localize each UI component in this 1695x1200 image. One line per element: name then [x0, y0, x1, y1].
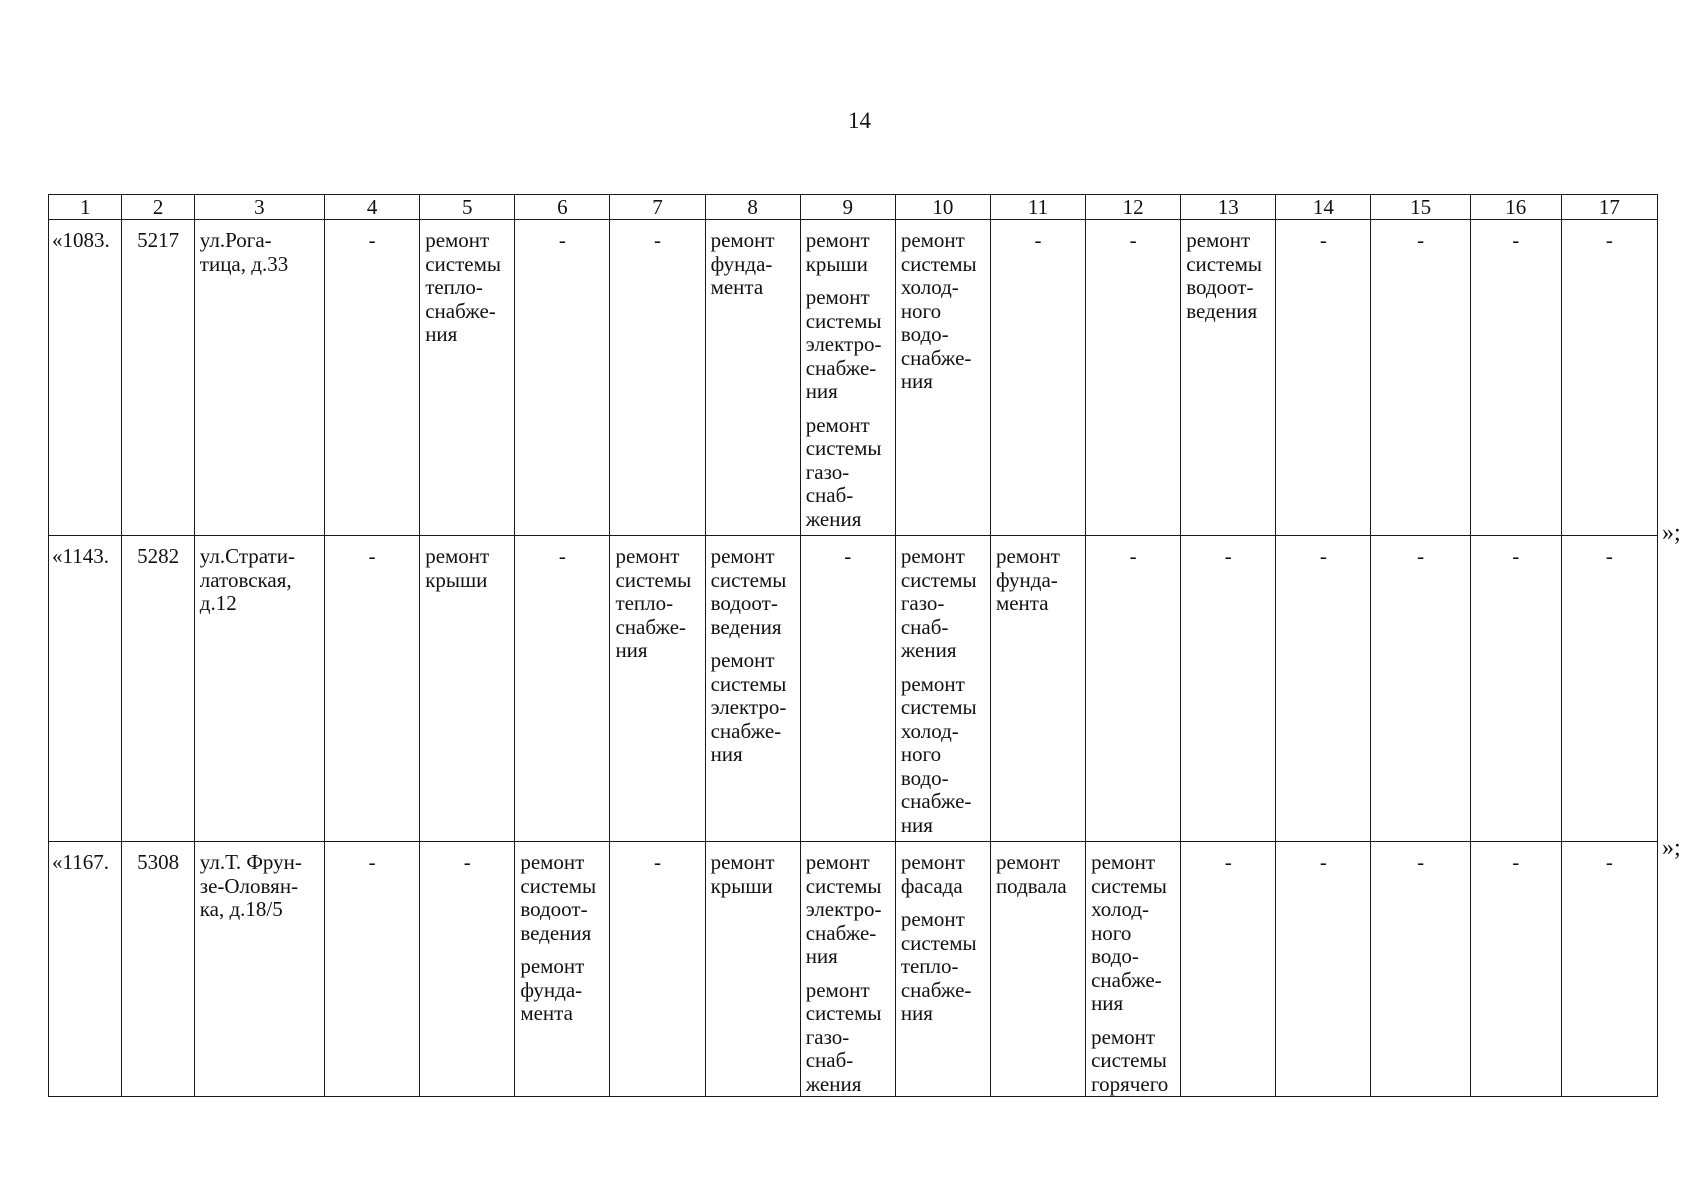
cell-entry: -: [654, 228, 661, 252]
cell-entry: ремонт крыши: [425, 544, 490, 592]
cell-entry: -: [368, 850, 376, 874]
cell-record-number: [49, 536, 122, 842]
cell-entry: ремонт подвала: [995, 850, 1067, 898]
cell-entry: -: [1319, 228, 1327, 252]
cell-col-12: [1086, 842, 1181, 1097]
cell-record-number: [49, 842, 122, 1097]
column-header-17: 17: [1561, 195, 1657, 220]
cell-entry: ремонт системы холод- ного водо- снабже- ния: [900, 228, 977, 393]
cell-entry: ремонт фасада: [900, 850, 965, 898]
column-header-6: 6: [515, 195, 610, 220]
cell-entry: «1083.: [52, 228, 110, 252]
cell-col-8: [705, 842, 800, 1097]
cell-entry: -: [1605, 544, 1613, 568]
cell-object-code: [122, 220, 194, 536]
column-header-4: 4: [325, 195, 420, 220]
cell-col-12: [1086, 536, 1181, 842]
page-number: 14: [848, 108, 871, 133]
column-header-14: 14: [1276, 195, 1371, 220]
table-row: [49, 536, 1658, 842]
cell-address: [194, 536, 324, 842]
cell-col-13: [1181, 220, 1276, 536]
cell-entry: ремонт фунда- мента: [710, 228, 775, 299]
cell-entry: -: [1224, 850, 1232, 874]
cell-col-9: [800, 536, 895, 842]
cell-entry: ремонт системы тепло- снабже- ния: [425, 228, 501, 346]
cell-col-15: [1371, 536, 1470, 842]
cell-col-14: [1276, 842, 1371, 1097]
column-header-11: 11: [990, 195, 1085, 220]
cell-entry: -: [558, 544, 566, 568]
cell-entry: -: [1319, 850, 1327, 874]
cell-col-4: [325, 220, 420, 536]
cell-entry: ремонт крыши: [710, 850, 775, 898]
cell-entry: ремонт системы водоот- ведения: [710, 544, 787, 639]
cell-entry: ремонт системы газо- снаб- жения: [805, 977, 882, 1096]
table-row: [49, 220, 1658, 536]
cell-object-code: [122, 536, 194, 842]
cell-entry: ремонт системы холод- ного водо- снабже- ния: [900, 671, 977, 837]
cell-col-13: [1181, 536, 1276, 842]
cell-col-17: [1561, 536, 1657, 842]
cell-entry: 5308: [137, 850, 180, 874]
row-end-quote: »;: [1662, 835, 1681, 861]
cell-col-4: [325, 536, 420, 842]
cell-entry: -: [1605, 850, 1613, 874]
cell-entry: ремонт системы электро- снабже- ния: [805, 850, 882, 968]
cell-entry: -: [1512, 850, 1520, 874]
cell-entry: ремонт крыши: [805, 228, 870, 276]
cell-entry: -: [368, 228, 376, 252]
cell-entry: -: [1319, 544, 1327, 568]
cell-entry: -: [463, 850, 471, 874]
cell-entry: ул.Страти- латовская, д.12: [199, 544, 295, 615]
cell-col-16: [1470, 842, 1561, 1097]
cell-entry: ул.Т. Фрун- зе-Оловян- ка, д.18/5: [199, 850, 302, 921]
column-header-13: 13: [1181, 195, 1276, 220]
cell-entry: 5282: [137, 544, 180, 568]
cell-col-16: [1470, 220, 1561, 536]
cell-col-5: [420, 220, 515, 536]
cell-entry: ремонт системы горячего: [1091, 1024, 1169, 1096]
cell-col-10: [895, 220, 990, 536]
cell-col-11: [990, 842, 1085, 1097]
cell-col-7: [610, 842, 705, 1097]
cell-entry: ремонт системы тепло- снабже- ния: [900, 907, 977, 1025]
column-header-15: 15: [1371, 195, 1470, 220]
cell-col-8: [705, 220, 800, 536]
cell-entry: -: [654, 850, 661, 874]
cell-entry: -: [1512, 228, 1520, 252]
cell-entry: -: [1034, 228, 1042, 252]
cell-col-9: [800, 842, 895, 1097]
cell-address: [194, 220, 324, 536]
cell-col-8: [705, 536, 800, 842]
cell-col-12: [1086, 220, 1181, 536]
cell-entry: «1143.: [52, 544, 109, 568]
cell-entry: -: [558, 228, 566, 252]
cell-entry: 5217: [137, 228, 180, 252]
cell-entry: -: [1417, 850, 1425, 874]
cell-entry: -: [844, 544, 852, 568]
column-header-10: 10: [895, 195, 990, 220]
cell-entry: ремонт системы электро- снабже- ния: [805, 285, 882, 403]
cell-entry: -: [1605, 228, 1613, 252]
column-header-7: 7: [610, 195, 705, 220]
cell-col-14: [1276, 536, 1371, 842]
cell-entry: ремонт системы тепло- снабже- ния: [615, 544, 692, 662]
column-header-8: 8: [705, 195, 800, 220]
cell-col-11: [990, 220, 1085, 536]
repair-schedule-table: [48, 194, 1658, 1097]
cell-col-15: [1371, 220, 1470, 536]
cell-entry: ремонт фунда- мента: [995, 544, 1060, 615]
column-header-1: 1: [49, 195, 122, 220]
cell-entry: ремонт системы водоот- ведения: [1186, 228, 1262, 323]
cell-col-17: [1561, 220, 1657, 536]
row-end-quote: »;: [1662, 520, 1681, 546]
cell-entry: «1167.: [52, 850, 109, 874]
cell-address: [194, 842, 324, 1097]
cell-entry: -: [1129, 544, 1137, 568]
cell-col-5: [420, 536, 515, 842]
column-header-16: 16: [1470, 195, 1561, 220]
cell-entry: -: [368, 544, 376, 568]
cell-col-16: [1470, 536, 1561, 842]
cell-col-14: [1276, 220, 1371, 536]
cell-record-number: [49, 220, 122, 536]
cell-entry: ул.Рога- тица, д.33: [199, 228, 289, 276]
cell-entry: -: [1224, 544, 1232, 568]
cell-col-4: [325, 842, 420, 1097]
cell-col-6: [515, 842, 610, 1097]
column-header-9: 9: [800, 195, 895, 220]
cell-entry: ремонт системы водоот- ведения: [520, 850, 597, 945]
column-header-5: 5: [420, 195, 515, 220]
cell-col-7: [610, 220, 705, 536]
cell-object-code: [122, 842, 194, 1097]
cell-col-6: [515, 536, 610, 842]
cell-col-5: [420, 842, 515, 1097]
column-header-12: 12: [1086, 195, 1181, 220]
cell-col-7: [610, 536, 705, 842]
cell-entry: ремонт системы газо- снаб- жения: [900, 544, 977, 662]
cell-col-6: [515, 220, 610, 536]
header-row: [49, 195, 1658, 220]
cell-col-10: [895, 842, 990, 1097]
cell-entry: -: [1417, 228, 1425, 252]
table-row: [49, 842, 1658, 1097]
cell-entry: -: [1129, 228, 1137, 252]
cell-col-15: [1371, 842, 1470, 1097]
column-header-3: 3: [194, 195, 324, 220]
cell-entry: ремонт фунда- мента: [520, 954, 585, 1025]
cell-entry: -: [1417, 544, 1425, 568]
cell-col-10: [895, 536, 990, 842]
cell-entry: ремонт системы газо- снаб- жения: [805, 412, 882, 531]
cell-col-9: [800, 220, 895, 536]
cell-col-17: [1561, 842, 1657, 1097]
cell-col-11: [990, 536, 1085, 842]
cell-entry: -: [1512, 544, 1520, 568]
column-header-2: 2: [122, 195, 194, 220]
cell-entry: ремонт системы холод- ного водо- снабже- ния: [1091, 850, 1167, 1015]
cell-entry: ремонт системы электро- снабже- ния: [710, 648, 787, 766]
cell-col-13: [1181, 842, 1276, 1097]
